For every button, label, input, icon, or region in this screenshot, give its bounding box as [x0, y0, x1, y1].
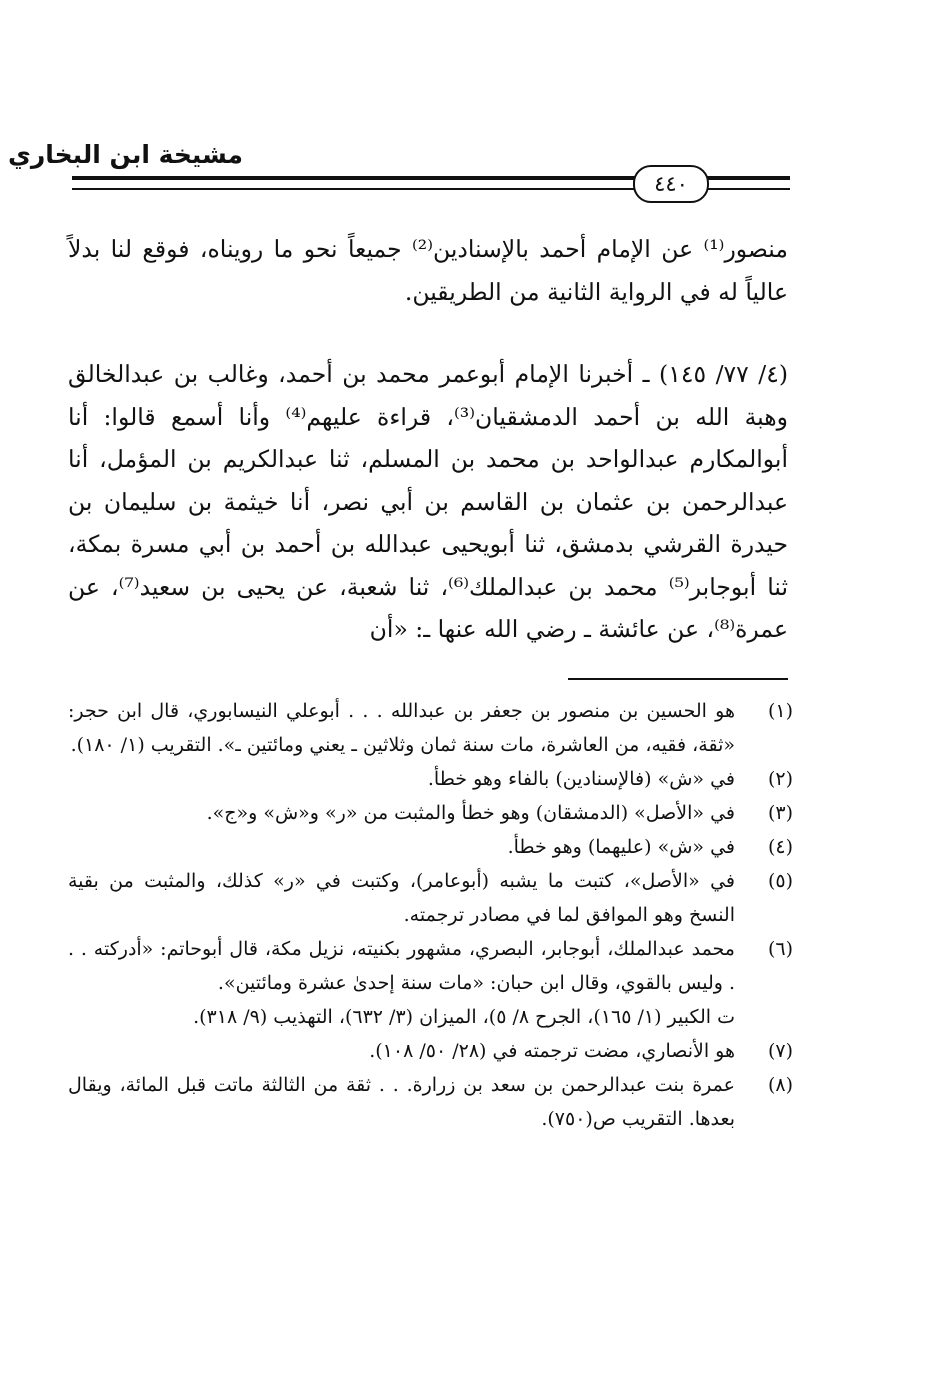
footnote-number: (٥)	[767, 870, 793, 892]
paragraph-2: (٤/ ٧٧/ ١٤٥) ـ أخبرنا الإمام أبوعمر محمد بن أحمد، وغالب بن عبدالخالق وهبة الله بن أحمد الدمشقيان⁽³⁾، قراءة عليهم⁽⁴⁾ وأنا أسمع قالوا: أنا أبوالمكارم عبدالواحد بن محمد بن المسلم، ثنا عبدالكريم بن المؤمل، أنا عبدالرحمن بن عثمان بن القاسم بن أبي نصر، أنا خيثمة بن سليمان بن حيدرة القرشي بدمشق، ثنا أبويحيى عبدالله بن أحمد بن أبي مسرة بمكة، ثنا أبوجابر⁽⁵⁾ محمد بن عبدالملك⁽⁶⁾، ثنا شعبة، عن يحيى بن سعيد⁽⁷⁾، عن عمرة⁽⁸⁾، عن عائشة ـ رضي الله عنها ـ: «أن	[68, 360, 789, 643]
running-header-title: مشيخة ابن البخاري	[7, 140, 243, 169]
footnote-number: (٤)	[767, 836, 793, 858]
footnote-text: عمرة بنت عبدالرحمن بن سعد بن زرارة. . . ثقة من الثالثة ماتت قبل المائة، ويقال بعدها. التقريب ص(٧٥٠).	[68, 1074, 735, 1130]
footnote-text: هو الحسين بن منصور بن جعفر بن عبدالله . . . أبوعلي النيسابوري، قال ابن حجر: «ثقة، فقيه، من العاشرة، مات سنة ثمان وثلاثين ـ يعني ومائتين ـ». التقريب (١/ ١٨٠).	[68, 700, 735, 756]
footnote-separator	[568, 678, 788, 680]
footnote-text: في «ش» (عليهما) وهو خطأ.	[507, 836, 735, 858]
main-text-hadith	[68, 353, 788, 651]
page-number-badge: ٤٤٠	[633, 165, 709, 203]
footnote-text: في «الأصل»، كتبت ما يشبه (أبوعامر)، وكتبت في «ر» كذلك، والمثبت من بقية النسخ وهو الموافق لما في مصادر ترجمته.	[68, 870, 735, 926]
footnote-number: (٣)	[767, 802, 793, 824]
footnote-8	[68, 1068, 793, 1136]
paragraph-1: منصور⁽¹⁾ عن الإمام أحمد بالإسنادين⁽²⁾ جميعاً نحو ما رويناه، فوقع لنا بدلاً عالياً له في الرواية الثانية من الطريقين.	[68, 235, 788, 306]
footnote-number: (٦)	[767, 938, 793, 960]
footnote-text: ت الكبير (١/ ١٦٥)، الجرح ٨/ ٥)، الميزان (٣/ ٦٣٢)، التهذيب (٩/ ٣١٨).	[193, 1006, 735, 1028]
footnote-1	[68, 694, 793, 762]
footnote-number: (٨)	[767, 1074, 793, 1096]
footnote-7	[68, 1034, 793, 1068]
footnote-6	[68, 932, 793, 1000]
footnote-text: محمد عبدالملك، أبوجابر، البصري، مشهور بكنيته، نزيل مكة، قال أبوحاتم: «أدركته . . . وليس بالقوي، وقال ابن حبان: «مات سنة إحدىٰ عشرة ومائتين».	[68, 938, 735, 994]
footnote-text: في «الأصل» (الدمشقان) وهو خطأ والمثبت من «ر» و«ش» و«ج».	[206, 802, 735, 824]
main-text-continuation	[68, 228, 788, 314]
footnotes	[68, 694, 793, 1136]
footnote-number: (٢)	[767, 768, 793, 790]
footnote-text: في «ش» (فالإسنادين) بالفاء وهو خطأ.	[427, 768, 735, 790]
footnote-2	[68, 762, 793, 796]
footnote-6-references	[68, 1000, 793, 1034]
footnote-5	[68, 864, 793, 932]
footnote-3	[68, 796, 793, 830]
footnote-text: هو الأنصاري، مضت ترجمته في (٢٨/ ٥٠/ ١٠٨).	[369, 1040, 735, 1062]
footnote-4	[68, 830, 793, 864]
footnote-number: (٧)	[767, 1040, 793, 1062]
footnote-number: (١)	[767, 700, 793, 722]
